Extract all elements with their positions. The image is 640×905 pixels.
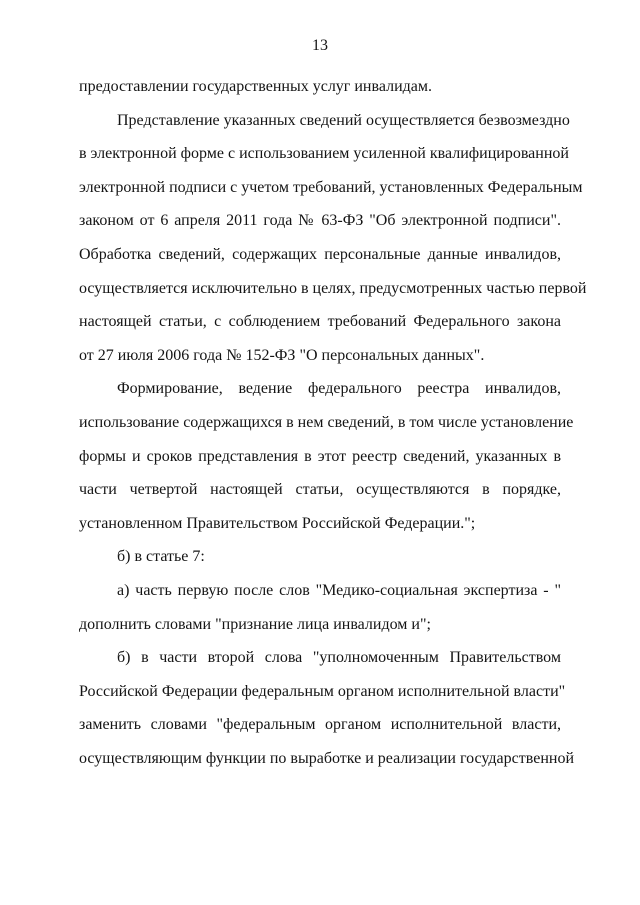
text-line: электронной подписи с учетом требований, установленных Федеральным <box>79 178 583 196</box>
text-line: дополнить словами "признание лица инвалидом и"; <box>79 615 431 633</box>
text-line: законом от 6 апреля 2011 года № 63-ФЗ "Об электронной подписи". <box>79 212 561 230</box>
text-line: Обработка сведений, содержащих персональные данные инвалидов, <box>79 245 561 263</box>
text-line: в электронной форме с использованием усиленной квалифицированной <box>79 145 569 163</box>
text-line: заменить словами "федеральным органом исполнительной власти, <box>79 716 561 734</box>
text-line: Представление указанных сведений осуществляется безвозмездно <box>117 111 570 129</box>
document-body <box>79 75 587 780</box>
text-line: осуществляется исключительно в целях, предусмотренных частью первой <box>79 279 587 297</box>
text-line: настоящей статьи, с соблюдением требований Федерального закона <box>79 313 561 331</box>
text-line: формы и сроков представления в этот реестр сведений, указанных в <box>79 447 561 465</box>
page-number: 13 <box>312 37 328 54</box>
text-line: б) в части второй слова "уполномоченным Правительством <box>117 649 561 667</box>
text-line: использование содержащихся в нем сведений, в том числе установление <box>79 413 574 431</box>
text-line: установленном Правительством Российской Федерации."; <box>79 514 476 532</box>
text-line: от 27 июля 2006 года № 152-ФЗ "О персональных данных". <box>79 346 485 364</box>
text-line: осуществляющим функции по выработке и реализации государственной <box>79 749 574 767</box>
text-line: предоставлении государственных услуг инвалидам. <box>79 78 432 95</box>
text-line: а) часть первую после слов "Медико-социальная экспертиза - " <box>117 581 561 599</box>
text-line: б) в статье 7: <box>117 548 205 566</box>
text-line: Российской Федерации федеральным органом исполнительной власти" <box>79 682 566 700</box>
text-line: Формирование, ведение федерального реестра инвалидов, <box>117 380 561 398</box>
text-line: части четвертой настоящей статьи, осуществляются в порядке, <box>79 481 561 499</box>
